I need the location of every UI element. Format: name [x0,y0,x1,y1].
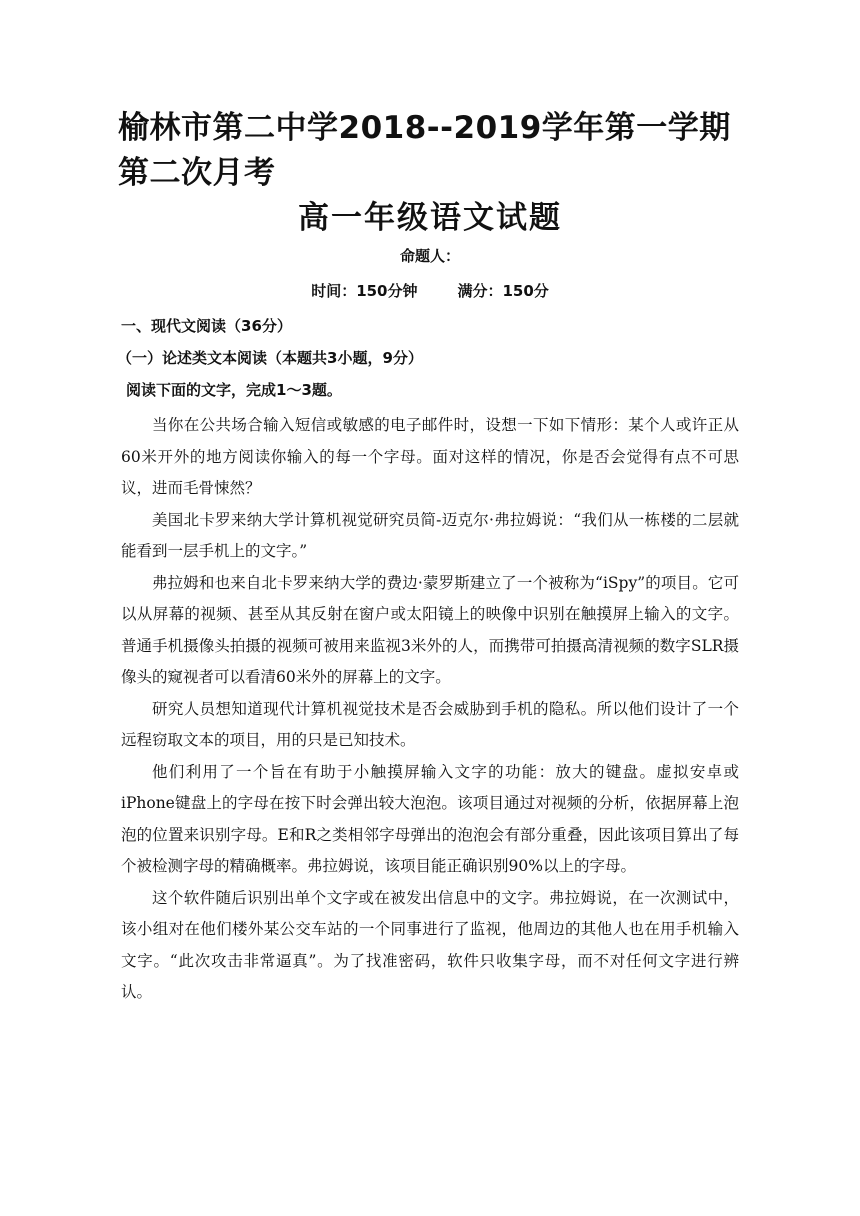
passage-paragraph-5: 他们利用了一个旨在有助于小触摸屏输入文字的功能：放大的键盘。虚拟安卓或iPhone键盘上的字母在按下时会弹出较大泡泡。该项目通过对视频的分析，依据屏幕上泡泡的位置来识别字母。E和R之类相邻字母弹出的泡泡会有部分重叠，因此该项目算出了每个被检测字母的精确概率。弗拉姆说，该项目能正确识别90%以上的字母。 [121,762,739,875]
exam-title-line2: 第二次月考 [118,155,276,191]
author-line: 命题人： [399,247,460,265]
passage-paragraph-6: 这个软件随后识别出单个文字或在被发出信息中的文字。弗拉姆说，在一次测试中，该小组对在他们楼外某公交车站的一个同事进行了监视，他周边的其他人也在用手机输入文字。“此次攻击非常逼真”。为了找准密码，软件只收集字母，而不对任何文字进行辨认。 [121,888,739,1001]
full-score: 满分：150分 [457,282,549,300]
exam-title-line1: 榆林市第二中学2018--2019学年第一学期 [118,110,731,146]
passage-paragraph-4: 研究人员想知道现代计算机视觉技术是否会威胁到手机的隐私。所以他们设计了一个远程窃取文本的项目，用的只是已知技术。 [121,699,739,749]
passage-paragraph-1: 当你在公共场合输入短信或敏感的电子邮件时，设想一下如下情形：某个人或许正从60米开外的地方阅读你输入的每一个字母。面对这样的情况，你是否会觉得有点不可思议，进而毛骨悚然？ [121,416,739,497]
time-limit: 时间：150分钟 [311,282,418,300]
exam-subtitle: 高一年级语文试题 [298,200,562,236]
reading-instruction: 阅读下面的文字，完成1～3题。 [126,381,342,399]
section-heading: 一、现代文阅读（36分） [121,317,292,335]
time-score-line [0,279,860,303]
passage-paragraph-2: 美国北卡罗来纳大学计算机视觉研究员简-迈克尔·弗拉姆说：“我们从一栋楼的二层就能看到一层手机上的文字。” [121,510,739,560]
passage-paragraph-3: 弗拉姆和也来自北卡罗来纳大学的费边·蒙罗斯建立了一个被称为“iSpy”的项目。它可以从屏幕的视频、甚至从其反射在窗户或太阳镜上的映像中识别在触摸屏上输入的文字。普通手机摄像头拍摄的视频可被用来监视3米外的人，而携带可拍摄高清视频的数字SLR摄像头的窥视者可以看清60米外的屏幕上的文字。 [121,573,739,686]
exam-title [118,106,758,196]
reading-passage [121,410,739,1009]
subsection-heading: （一）论述类文本阅读（本题共3小题，9分） [117,349,423,367]
